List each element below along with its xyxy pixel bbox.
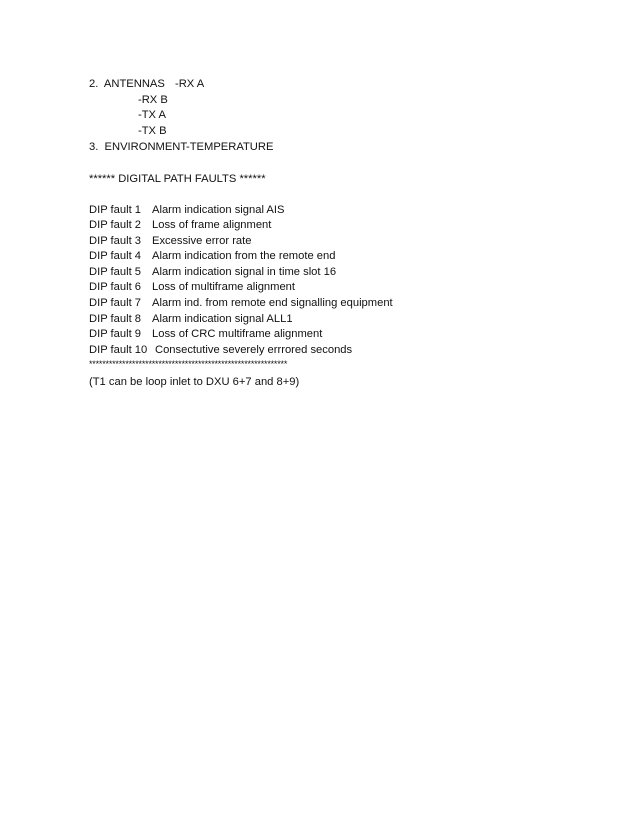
antenna-rx-b: -RX B <box>138 94 168 106</box>
antenna-rx-a: -RX A <box>175 78 205 90</box>
fault-description: Loss of multiframe alignment <box>152 281 296 293</box>
asterisk-separator: ************************************************************ <box>89 359 288 369</box>
digital-path-faults-title: ****** DIGITAL PATH FAULTS ****** <box>89 173 266 185</box>
fault-code: DIP fault 6 <box>89 281 142 293</box>
fault-description: Alarm indication from the remote end <box>152 250 336 262</box>
fault-code: DIP fault 10 <box>89 344 148 356</box>
fault-code: DIP fault 5 <box>89 266 142 278</box>
fault-code: DIP fault 1 <box>89 204 142 216</box>
section-3-heading: 3. ENVIRONMENT <box>89 141 188 153</box>
fault-description: Alarm ind. from remote end signalling equipment <box>152 297 393 309</box>
environment-temperature: -TEMPERATURE <box>186 141 274 153</box>
fault-code: DIP fault 7 <box>89 297 142 309</box>
fault-description: Loss of CRC multiframe alignment <box>152 328 323 340</box>
fault-description: Loss of frame alignment <box>152 219 272 231</box>
fault-code: DIP fault 8 <box>89 313 142 325</box>
section-2-heading: 2. ANTENNAS <box>89 78 165 90</box>
fault-code: DIP fault 4 <box>89 250 142 262</box>
fault-description: Alarm indication signal in time slot 16 <box>152 266 337 278</box>
fault-code: DIP fault 9 <box>89 328 142 340</box>
antenna-tx-a: -TX A <box>138 109 166 121</box>
fault-description: Excessive error rate <box>152 235 252 247</box>
antenna-tx-b: -TX B <box>138 125 167 137</box>
fault-description: Alarm indication signal ALL1 <box>152 313 293 325</box>
fault-description: Alarm indication signal AIS <box>152 204 285 216</box>
t1-loop-note: (T1 can be loop inlet to DXU 6+7 and 8+9) <box>89 376 300 388</box>
fault-code: DIP fault 2 <box>89 219 142 231</box>
fault-description: Consectutive severely errrored seconds <box>155 344 353 356</box>
fault-code: DIP fault 3 <box>89 235 142 247</box>
